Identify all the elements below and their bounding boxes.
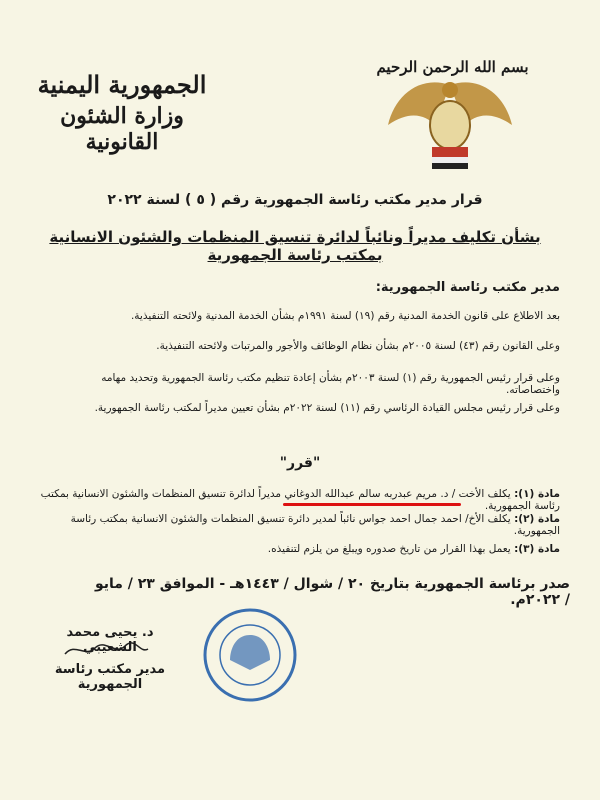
ministry-name: وزارة الشئون القانونية	[60, 103, 184, 155]
article-2	[30, 513, 560, 537]
signatory-name: د. يحيى محمد الشعيبي	[66, 625, 154, 655]
bismillah: بسم الله الرحمن الرحيم	[376, 58, 529, 76]
preamble-line: وعلى قرار رئيس مجلس القيادة الرئاسي رقم (١١) لسنة ٢٠٢٢م بشأن تعيين مديراً لمكتب رئاسة الجمهورية.	[94, 402, 560, 414]
preamble-line: بعد الاطلاع على قانون الخدمة المدنية رقم (١٩) لسنة ١٩٩١م بشأن الخدمة المدنية ولائحته التنفيذية.	[130, 310, 560, 322]
issue-date: صدر برئاسة الجمهورية بتاريخ ٢٠ / شوال / ١٤٤٣هـ - الموافق ٢٣ / مايو / ٢٠٢٢م.	[94, 576, 570, 608]
article-text: يكلف الأخت / د. مريم عبدربه سالم عبدالله الدوغاني مديراً لدائرة تنسيق المنظمات والشئون الانسانية بمكتب رئاسة الجمهورية.	[40, 488, 560, 512]
official-stamp-icon	[200, 605, 300, 705]
decree-word: "قرر"	[279, 455, 321, 471]
article-1	[30, 488, 560, 512]
article-label: مادة (١):	[514, 488, 560, 500]
decree-title: قرار مدير مكتب رئاسة الجمهورية رقم ( ٥ ) لسنة ٢٠٢٢	[107, 192, 483, 208]
red-underline-mark	[283, 503, 461, 506]
article-label: مادة (٣):	[514, 543, 560, 555]
preamble-line: وعلى القانون رقم (٤٣) لسنة ٢٠٠٥م بشأن نظام الوظائف والأجور والمرتبات ولائحته التنفيذية.	[156, 340, 560, 352]
article-label: مادة (٢):	[514, 513, 560, 525]
preamble-line: وعلى قرار رئيس الجمهورية رقم (١) لسنة ٢٠٠٣م بشأن إعادة تنظيم مكتب رئاسة الجمهورية وتحديد مهامه واختصاصاته.	[101, 372, 560, 396]
letterhead	[22, 70, 222, 155]
republic-name: الجمهورية اليمنية	[37, 70, 207, 99]
article-text: يكلف الأخ/ احمد جمال احمد جواس نائباً لمدير دائرة تنسيق المنظمات والشئون الانسانية بمكتب رئاسة الجمهورية.	[70, 513, 560, 537]
article-3	[30, 543, 560, 555]
article-text: يعمل بهذا القرار من تاريخ صدوره ويبلغ من يلزم لتنفيذه.	[267, 543, 511, 555]
addressee: مدير مكتب رئاسة الجمهورية:	[375, 280, 560, 295]
decree-subject: بشأن تكليف مديراً ونائباً لدائرة تنسيق المنظمات والشئون الانسانية بمكتب رئاسة الجمهورية	[49, 228, 541, 264]
signatory-title: مدير مكتب رئاسة الجمهورية	[54, 662, 166, 692]
